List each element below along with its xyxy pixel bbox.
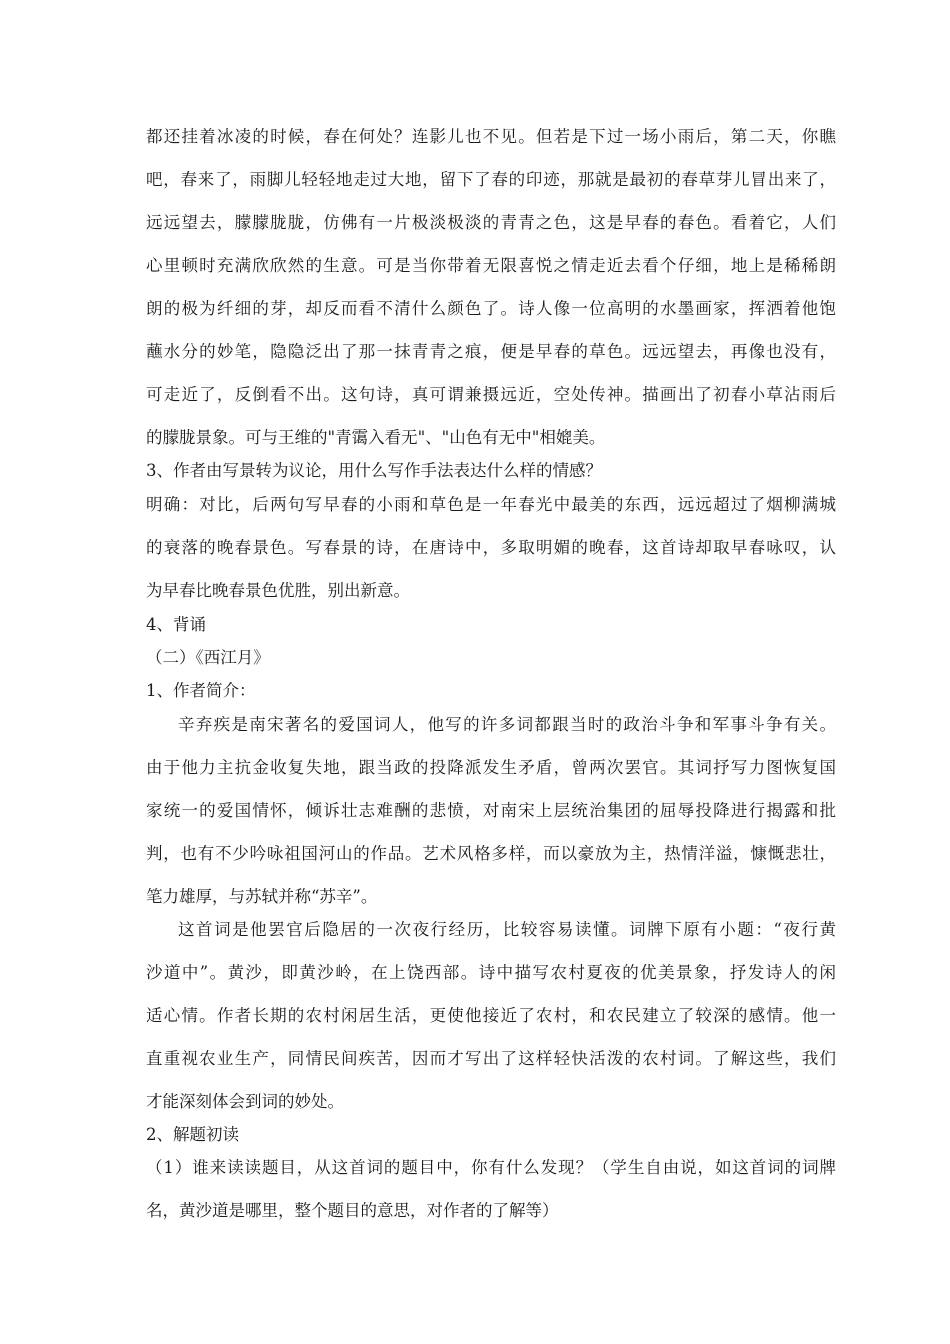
- text-line: 4、背诵: [146, 615, 206, 634]
- text-line: 可走近了，反倒看不出。这句诗，真可谓兼摄远近，空处传神。描画出了初春小草沾雨后: [146, 385, 836, 404]
- text-line: 远远望去，朦朦胧胧，仿佛有一片极淡极淡的青青之色，这是早春的春色。看着它，人们: [146, 213, 836, 232]
- text-line: 家统一的爱国情怀，倾诉壮志难酬的悲愤，对南宋上层统治集团的屈辱投降进行揭露和批: [146, 801, 836, 820]
- text-line: 笔力雄厚，与苏轼并称“苏辛”。: [146, 887, 378, 906]
- text-line: 2、解题初读: [146, 1125, 239, 1144]
- text-line: （二）《西江月》: [146, 648, 270, 667]
- text-line: 适心情。作者长期的农村闲居生活，更使他接近了农村，和农民建立了较深的感情。他一: [146, 1006, 836, 1025]
- text-line: 明确：对比，后两句写早春的小雨和草色是一年春光中最美的东西，远远超过了烟柳满城: [146, 495, 836, 514]
- text-line: 心里顿时充满欣欣然的生意。可是当你带着无限喜悦之情走近去看个仔细，地上是稀稀朗: [146, 256, 836, 275]
- text-line: 直重视农业生产，同情民间疾苦，因而才写出了这样轻快活泼的农村词。了解这些，我们: [146, 1049, 836, 1068]
- text-line: 由于他力主抗金收复失地，跟当政的投降派发生矛盾，曾两次罢官。其词抒写力图恢复国: [146, 758, 836, 777]
- text-line: 都还挂着冰凌的时候，春在何处？连影儿也不见。但若是下过一场小雨后，第二天，你瞧: [146, 127, 836, 146]
- text-line: 名，黄沙道是哪里，整个题目的意思，对作者的了解等）: [146, 1201, 559, 1220]
- text-line: 为早春比晚春景色优胜，别出新意。: [146, 581, 410, 600]
- text-line: 的衰落的晚春景色。写春景的诗，在唐诗中，多取明媚的晚春，这首诗却取早春咏叹，认: [146, 538, 836, 557]
- text-line: 辛弃疾是南宋著名的爱国词人，他写的许多词都跟当时的政治斗争和军事斗争有关。: [178, 715, 836, 734]
- text-line: 沙道中”。黄沙，即黄沙岭，在上饶西部。诗中描写农村夏夜的优美景象，抒发诗人的闲: [146, 963, 836, 982]
- text-line: 蘸水分的妙笔，隐隐泛出了那一抹青青之痕，便是早春的草色。远远望去，再像也没有，: [146, 342, 836, 361]
- text-line: 1、作者简介：: [146, 681, 256, 700]
- text-line: 才能深刻体会到词的妙处。: [146, 1092, 344, 1111]
- text-line: 朗的极为纤细的芽，却反而看不清什么颜色了。诗人像一位高明的水墨画家，挥洒着他饱: [146, 299, 836, 318]
- text-line: 这首词是他罢官后隐居的一次夜行经历，比较容易读懂。词牌下原有小题：“夜行黄: [178, 920, 836, 939]
- text-line: 的朦胧景象。可与王维的"青霭入看无"、"山色有无中"相媲美。: [146, 428, 606, 447]
- text-line: （1）谁来读读题目，从这首词的题目中，你有什么发现？（学生自由说，如这首词的词牌: [146, 1158, 836, 1177]
- text-line: 吧，春来了，雨脚儿轻轻地走过大地，留下了春的印迹，那就是最初的春草芽儿冒出来了，: [146, 170, 836, 189]
- text-line: 3、作者由写景转为议论，用什么写作手法表达什么样的情感？: [146, 461, 602, 480]
- text-line: 判，也有不少吟咏祖国河山的作品。艺术风格多样，而以豪放为主，热情洋溢，慷慨悲壮，: [146, 844, 836, 863]
